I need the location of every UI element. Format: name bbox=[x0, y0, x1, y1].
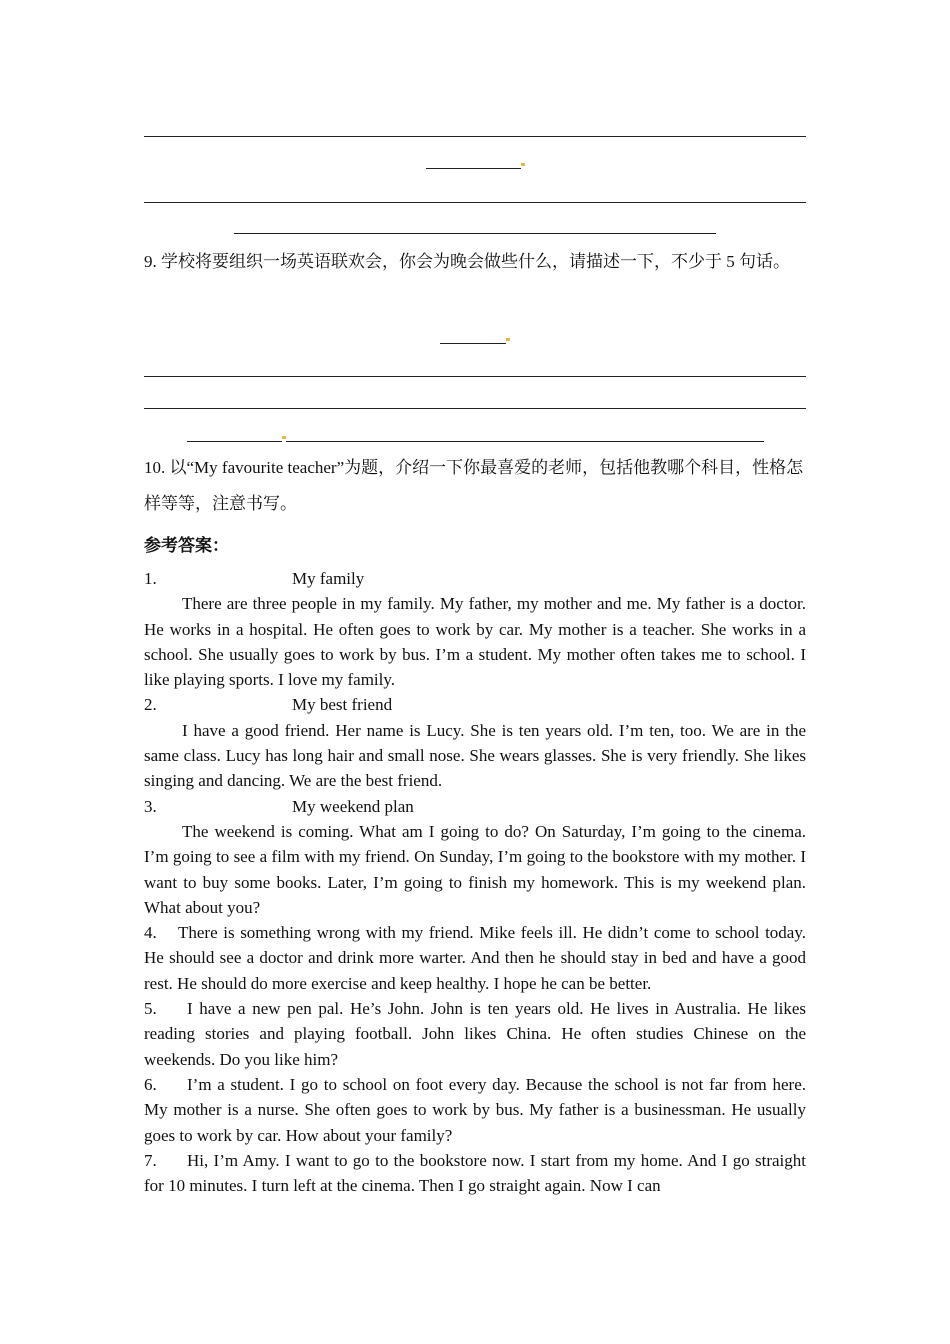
answer-body: I’m a student. I go to school on foot every day. Because the school is not far from here. My mother is a nurse. She often goes to work by bus. My father is a businessman. He usually goes to work by car. How about your family? bbox=[144, 1074, 806, 1145]
edit-mark bbox=[506, 338, 510, 341]
answer-body: There are three people in my family. My father, my mother and me. My father is a doctor. He works in a hospital. He often goes to work by car. My mother is a teacher. She works in a school. She usually goes to work by bus. I’m a student. My mother often takes me to school. I like playing sports. I love my family. bbox=[144, 594, 806, 690]
answer-number: 5. bbox=[144, 999, 157, 1019]
question-number: 10. bbox=[144, 458, 166, 477]
answer-number: 4. bbox=[144, 923, 157, 943]
answer-line bbox=[144, 408, 806, 409]
question-9 bbox=[144, 244, 808, 280]
answer-body: The weekend is coming. What am I going to do? On Saturday, I’m going to the cinema. I’m going to see a film with my friend. On Sunday, I’m going to the bookstore with my mother. I want to buy some books. Later, I’m going to finish my homework. This is my weekend plan. What about you? bbox=[144, 821, 806, 917]
answer-line bbox=[234, 233, 716, 234]
answer-title-line bbox=[144, 692, 806, 717]
question-10 bbox=[144, 450, 808, 522]
answer-title: My family bbox=[292, 569, 365, 588]
answer-title-line bbox=[144, 566, 806, 591]
answer-line bbox=[144, 376, 806, 377]
answer-item bbox=[144, 1148, 806, 1199]
answer-number: 7. bbox=[144, 1150, 157, 1170]
answer-section bbox=[144, 566, 806, 1198]
answer-number: 6. bbox=[144, 1074, 157, 1094]
answer-title: My weekend plan bbox=[292, 796, 414, 816]
question-text: 以“My favourite teacher”为题，介绍一下你最喜爱的老师，包括他教哪个科目，性格怎样等等，注意书写。 bbox=[144, 458, 804, 513]
answer-item bbox=[144, 996, 806, 1072]
question-number: 9. bbox=[144, 252, 157, 271]
answer-heading: 参考答案： bbox=[144, 536, 229, 555]
answer-item bbox=[144, 1072, 806, 1148]
edit-mark bbox=[282, 436, 286, 439]
answer-body: I have a new pen pal. He’s John. John is ten years old. He lives in Australia. He likes reading stories and playing football. John likes China. He often studies Chinese on the weekends. Do you like him? bbox=[144, 999, 806, 1069]
answer-line bbox=[187, 441, 282, 442]
answer-line bbox=[286, 441, 764, 442]
answer-body: Hi, I’m Amy. I want to go to the bookstore now. I start from my home. And I go straight for 10 minutes. I turn left at the cinema. Then I go straight again. Now I can bbox=[144, 1150, 806, 1196]
answer-line bbox=[426, 168, 521, 169]
answer-item bbox=[144, 920, 806, 996]
question-text: 学校将要组织一场英语联欢会，你会为晚会做些什么，请描述一下，不少于 5 句话。 bbox=[161, 252, 790, 271]
answer-body: There is something wrong with my friend. Mike feels ill. He didn’t come to school today. He should see a doctor and drink more warter. And then he should stay in bed and have a good rest. He should do more exercise and keep healthy. I hope he can be better. bbox=[144, 923, 806, 993]
answer-number: 1. bbox=[144, 569, 157, 588]
answer-number: 2. bbox=[144, 695, 157, 715]
edit-mark bbox=[521, 163, 525, 166]
answer-line bbox=[144, 136, 806, 137]
answer-number: 3. bbox=[144, 796, 157, 816]
answer-body: I have a good friend. Her name is Lucy. She is ten years old. I’m ten, too. We are in the same class. Lucy has long hair and small nose. She wears glasses. She is very friendly. She likes singing and dancing. We are the best friend. bbox=[144, 720, 806, 791]
answer-title: My best friend bbox=[292, 695, 393, 715]
answer-line bbox=[440, 343, 506, 344]
answer-line bbox=[144, 202, 806, 203]
answer-title-line bbox=[144, 794, 806, 819]
